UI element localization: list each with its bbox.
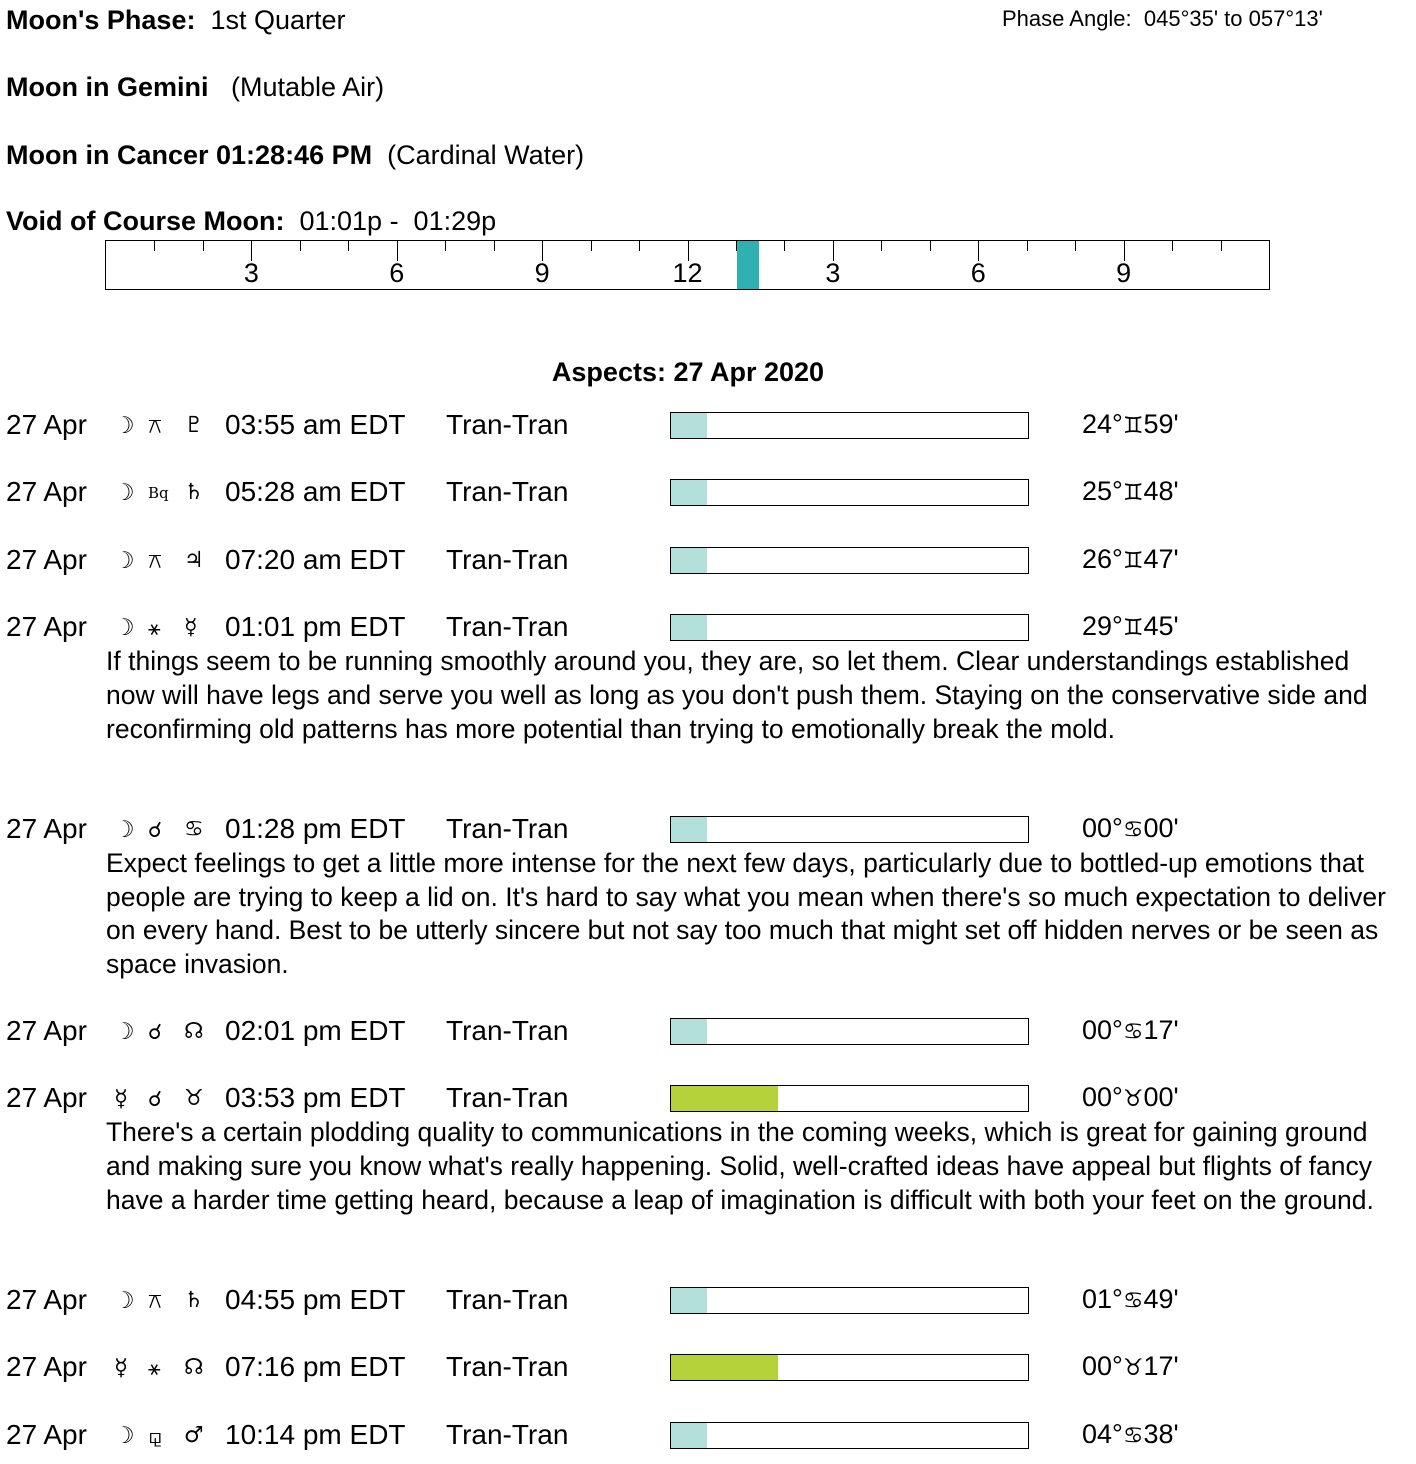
aspect-position — [1082, 611, 1179, 642]
position-degrees: 25° — [1082, 476, 1123, 507]
zodiac-sign-icon: ♋ — [1122, 1422, 1144, 1449]
zodiac-sign-icon: ♊ — [1122, 615, 1144, 642]
position-minutes: 17' — [1143, 1014, 1179, 1045]
aspect-strength-bar — [670, 1287, 1029, 1314]
aspect-time: 02:01 pm EDT — [225, 1014, 406, 1046]
aspect-interpretation: If things seem to be running smoothly around you, they are, so let them. Clear understandings established now will have legs and serve you well as long as you don't push them. Staying on the conservative side and reconfirming old patterns has more potential than trying to emotionally break the mold. — [106, 646, 1368, 744]
position-degrees: 00° — [1082, 813, 1123, 843]
aspect-row — [0, 476, 1416, 510]
aspect-position — [1082, 1015, 1179, 1046]
aspect-glyph-icon: ⚼ — [148, 1423, 163, 1448]
moon-sign-line-1 — [6, 72, 384, 103]
timeline-tick — [1221, 241, 1222, 251]
position-minutes: 59' — [1143, 409, 1179, 439]
position-minutes: 00' — [1143, 813, 1179, 843]
aspect-strength-fill — [671, 480, 707, 505]
aspect-strength-bar — [670, 1018, 1029, 1045]
aspect-time: 07:16 pm EDT — [225, 1351, 406, 1383]
timeline-tick — [445, 241, 446, 251]
timeline-tick — [1027, 241, 1028, 251]
aspect-kind: Tran-Tran — [446, 1418, 569, 1450]
timeline-tick — [494, 241, 495, 251]
planet-2-glyph-icon: ☊ — [184, 1018, 204, 1044]
timeline-tick — [639, 241, 640, 251]
planet-1-glyph-icon: ☿ — [114, 1355, 129, 1382]
aspect-strength-bar — [670, 547, 1029, 574]
aspect-kind: Tran-Tran — [446, 409, 569, 440]
zodiac-sign-icon: ♋ — [1122, 817, 1144, 843]
planet-1-glyph-icon: ☽ — [114, 615, 135, 642]
void-of-course-line — [6, 206, 496, 237]
moon-sign-2-element: (Cardinal Water) — [387, 140, 585, 170]
aspect-strength-fill — [671, 615, 707, 640]
position-minutes: 00' — [1143, 1082, 1179, 1113]
planet-2-glyph-icon: ♄ — [184, 1288, 204, 1313]
aspect-glyph-icon: ☌ — [148, 1019, 163, 1044]
aspect-time: 03:55 am EDT — [225, 409, 406, 440]
timeline-hour-label: 6 — [389, 258, 405, 288]
aspect-glyph-icon: ⚻ — [148, 1289, 162, 1313]
void-label: Void of Course Moon: — [6, 206, 285, 236]
aspect-strength-bar — [670, 614, 1029, 641]
aspect-kind: Tran-Tran — [446, 1014, 569, 1046]
zodiac-sign-icon: ♊ — [1122, 547, 1144, 574]
aspect-strength-fill — [671, 817, 707, 842]
timeline-tick — [1172, 241, 1173, 251]
aspect-glyph-icon: ☌ — [148, 1087, 163, 1112]
aspect-row — [0, 409, 1416, 443]
aspect-time: 05:28 am EDT — [225, 476, 406, 508]
aspect-time: 07:20 am EDT — [225, 543, 406, 575]
aspect-strength-fill — [671, 413, 707, 438]
aspect-strength-fill — [671, 1086, 778, 1111]
moon-phase-value: 1st Quarter — [210, 5, 346, 35]
aspect-time: 04:55 pm EDT — [225, 1284, 406, 1315]
aspect-kind: Tran-Tran — [446, 543, 569, 575]
timeline-hour-label: 6 — [970, 258, 986, 288]
aspect-position — [1082, 1419, 1179, 1450]
planet-2-glyph-icon: ☿ — [184, 615, 198, 641]
planet-2-glyph-icon: ♇ — [184, 413, 204, 438]
aspect-glyph-icon: ⚻ — [148, 414, 162, 438]
phase-angle: Phase Angle: 045°35' to 057°13' — [1002, 6, 1323, 31]
position-degrees: 04° — [1082, 1418, 1123, 1449]
aspect-strength-fill — [671, 1019, 707, 1044]
aspect-row — [0, 1284, 1416, 1318]
zodiac-sign-icon: ♊ — [1122, 480, 1144, 507]
aspect-position — [1082, 1351, 1179, 1382]
void-timeline — [105, 240, 1270, 290]
aspect-date: 27 Apr — [6, 409, 87, 440]
planet-2-glyph-icon: ♄ — [184, 480, 204, 506]
timeline-hour-label: 3 — [243, 258, 259, 288]
aspect-time: 01:28 pm EDT — [225, 813, 406, 844]
timeline-tick — [930, 241, 931, 251]
timeline-tick — [154, 241, 155, 251]
aspect-glyph-icon: ⚹ — [148, 1356, 161, 1381]
aspect-strength-bar — [670, 412, 1029, 439]
timeline-hour-label: 9 — [534, 258, 550, 288]
timeline-tick — [881, 241, 882, 251]
moon-sign-line-2 — [6, 140, 584, 171]
aspect-date: 27 Apr — [6, 1082, 87, 1114]
aspect-row — [0, 1082, 1416, 1116]
aspect-time: 01:01 pm EDT — [225, 611, 406, 643]
aspect-kind: Tran-Tran — [446, 813, 569, 844]
aspect-interpretation: Expect feelings to get a little more intense for the next few days, particularly due to bottled-up emotions that people are trying to keep a lid on. It's hard to say what you mean when there's so much expectation to deliver on every hand. Best to be utterly sincere but not say too much that might set off hidden nerves or be seen as space invasion. — [106, 848, 1386, 980]
aspect-time: 03:53 pm EDT — [225, 1082, 406, 1114]
aspect-interpretation: There's a certain plodding quality to communications in the coming weeks, which is great for gaining ground and making sure you know what's really happening. Solid, well-crafted ideas have appeal but flights of fancy have a harder time getting heard, because a leap of imagination is difficult with both your feet on the ground. — [106, 1117, 1374, 1215]
planet-1-glyph-icon: ☽ — [114, 480, 135, 507]
aspects-title: Aspects: 27 Apr 2020 — [551, 357, 825, 387]
position-minutes: 45' — [1143, 611, 1179, 642]
timeline-tick — [784, 241, 785, 251]
moon-phase-label: Moon's Phase: — [6, 5, 196, 35]
aspect-strength-bar — [670, 1085, 1029, 1112]
aspect-glyph-icon: ☌ — [148, 818, 163, 842]
timeline-tick — [203, 241, 204, 251]
position-degrees: 00° — [1082, 1082, 1123, 1113]
aspect-strength-bar — [670, 1354, 1029, 1381]
aspect-kind: Tran-Tran — [446, 1082, 569, 1114]
position-degrees: 24° — [1082, 409, 1123, 439]
timeline-tick — [300, 241, 301, 251]
timeline-tick — [736, 241, 737, 251]
aspect-strength-bar — [670, 1422, 1029, 1449]
aspect-kind: Tran-Tran — [446, 611, 569, 643]
moon-phase-line — [6, 5, 346, 36]
position-degrees: 00° — [1082, 1351, 1123, 1382]
planet-1-glyph-icon: ☿ — [114, 1086, 129, 1113]
planet-2-glyph-icon: ♃ — [184, 547, 204, 573]
planet-2-glyph-icon: ♂ — [184, 1422, 204, 1448]
aspect-position — [1082, 476, 1179, 507]
aspect-date: 27 Apr — [6, 476, 87, 508]
aspect-time: 10:14 pm EDT — [225, 1418, 406, 1450]
aspect-glyph-icon: ⚹ — [148, 616, 161, 641]
position-minutes: 49' — [1143, 1284, 1179, 1314]
aspect-row — [0, 544, 1416, 578]
aspect-position — [1082, 1082, 1179, 1113]
aspect-strength-fill — [671, 1423, 707, 1448]
aspect-date: 27 Apr — [6, 813, 87, 844]
void-value: 01:01p - 01:29p — [299, 206, 497, 236]
aspect-date: 27 Apr — [6, 543, 87, 575]
position-degrees: 01° — [1082, 1284, 1123, 1314]
position-minutes: 38' — [1143, 1418, 1179, 1449]
moon-sign-1-element: (Mutable Air) — [231, 72, 385, 102]
aspect-glyph-icon: ⚻ — [148, 548, 162, 573]
position-minutes: 47' — [1143, 543, 1179, 574]
planet-1-glyph-icon: ☽ — [114, 547, 135, 574]
planet-1-glyph-icon: ☽ — [114, 817, 135, 843]
timeline-tick — [348, 241, 349, 251]
aspect-row — [0, 1015, 1416, 1049]
aspect-date: 27 Apr — [6, 1418, 87, 1450]
aspect-row — [0, 1419, 1416, 1453]
planet-1-glyph-icon: ☽ — [114, 1018, 135, 1045]
aspect-position — [1082, 1284, 1179, 1315]
aspect-position — [1082, 813, 1179, 844]
planet-1-glyph-icon: ☽ — [114, 413, 135, 439]
zodiac-sign-icon: ♋ — [1122, 1018, 1144, 1045]
moon-sign-1-label: Moon in Gemini — [6, 72, 209, 102]
timeline-hour-label: 3 — [825, 258, 841, 288]
aspect-row — [0, 1351, 1416, 1385]
aspect-date: 27 Apr — [6, 1284, 87, 1315]
aspect-kind: Tran-Tran — [446, 1284, 569, 1315]
timeline-hour-label: 12 — [672, 258, 703, 288]
zodiac-sign-icon: ♉ — [1122, 1086, 1144, 1113]
aspect-strength-fill — [671, 1355, 778, 1380]
position-degrees: 00° — [1082, 1014, 1123, 1045]
planet-2-glyph-icon: ♉ — [184, 1086, 204, 1112]
aspect-date: 27 Apr — [6, 1351, 87, 1383]
planet-1-glyph-icon: ☽ — [114, 1288, 135, 1314]
timeline-tick — [591, 241, 592, 251]
moon-sign-2-label: Moon in Cancer 01:28:46 PM — [6, 140, 373, 170]
aspect-date: 27 Apr — [6, 611, 87, 643]
aspect-row — [0, 813, 1416, 847]
aspect-position — [1082, 409, 1179, 440]
aspect-row — [0, 611, 1416, 645]
aspect-strength-bar — [670, 816, 1029, 843]
planet-2-glyph-icon: ♋ — [184, 817, 204, 842]
zodiac-sign-icon: ♋ — [1122, 1288, 1144, 1314]
planet-2-glyph-icon: ☊ — [184, 1355, 204, 1381]
void-band — [737, 241, 759, 289]
timeline-hour-label: 9 — [1116, 258, 1132, 288]
zodiac-sign-icon: ♉ — [1122, 1355, 1144, 1382]
aspect-kind: Tran-Tran — [446, 476, 569, 508]
aspect-kind: Tran-Tran — [446, 1351, 569, 1383]
timeline-tick — [1075, 241, 1076, 251]
position-degrees: 29° — [1082, 611, 1123, 642]
aspect-glyph-icon: Bq — [148, 484, 169, 503]
planet-1-glyph-icon: ☽ — [114, 1422, 135, 1449]
position-minutes: 48' — [1143, 476, 1179, 507]
position-degrees: 26° — [1082, 543, 1123, 574]
position-minutes: 17' — [1143, 1351, 1179, 1382]
aspect-strength-fill — [671, 1288, 707, 1313]
aspect-strength-bar — [670, 479, 1029, 506]
aspect-strength-fill — [671, 548, 707, 573]
zodiac-sign-icon: ♊ — [1122, 413, 1144, 439]
aspect-date: 27 Apr — [6, 1014, 87, 1046]
aspect-position — [1082, 544, 1179, 575]
